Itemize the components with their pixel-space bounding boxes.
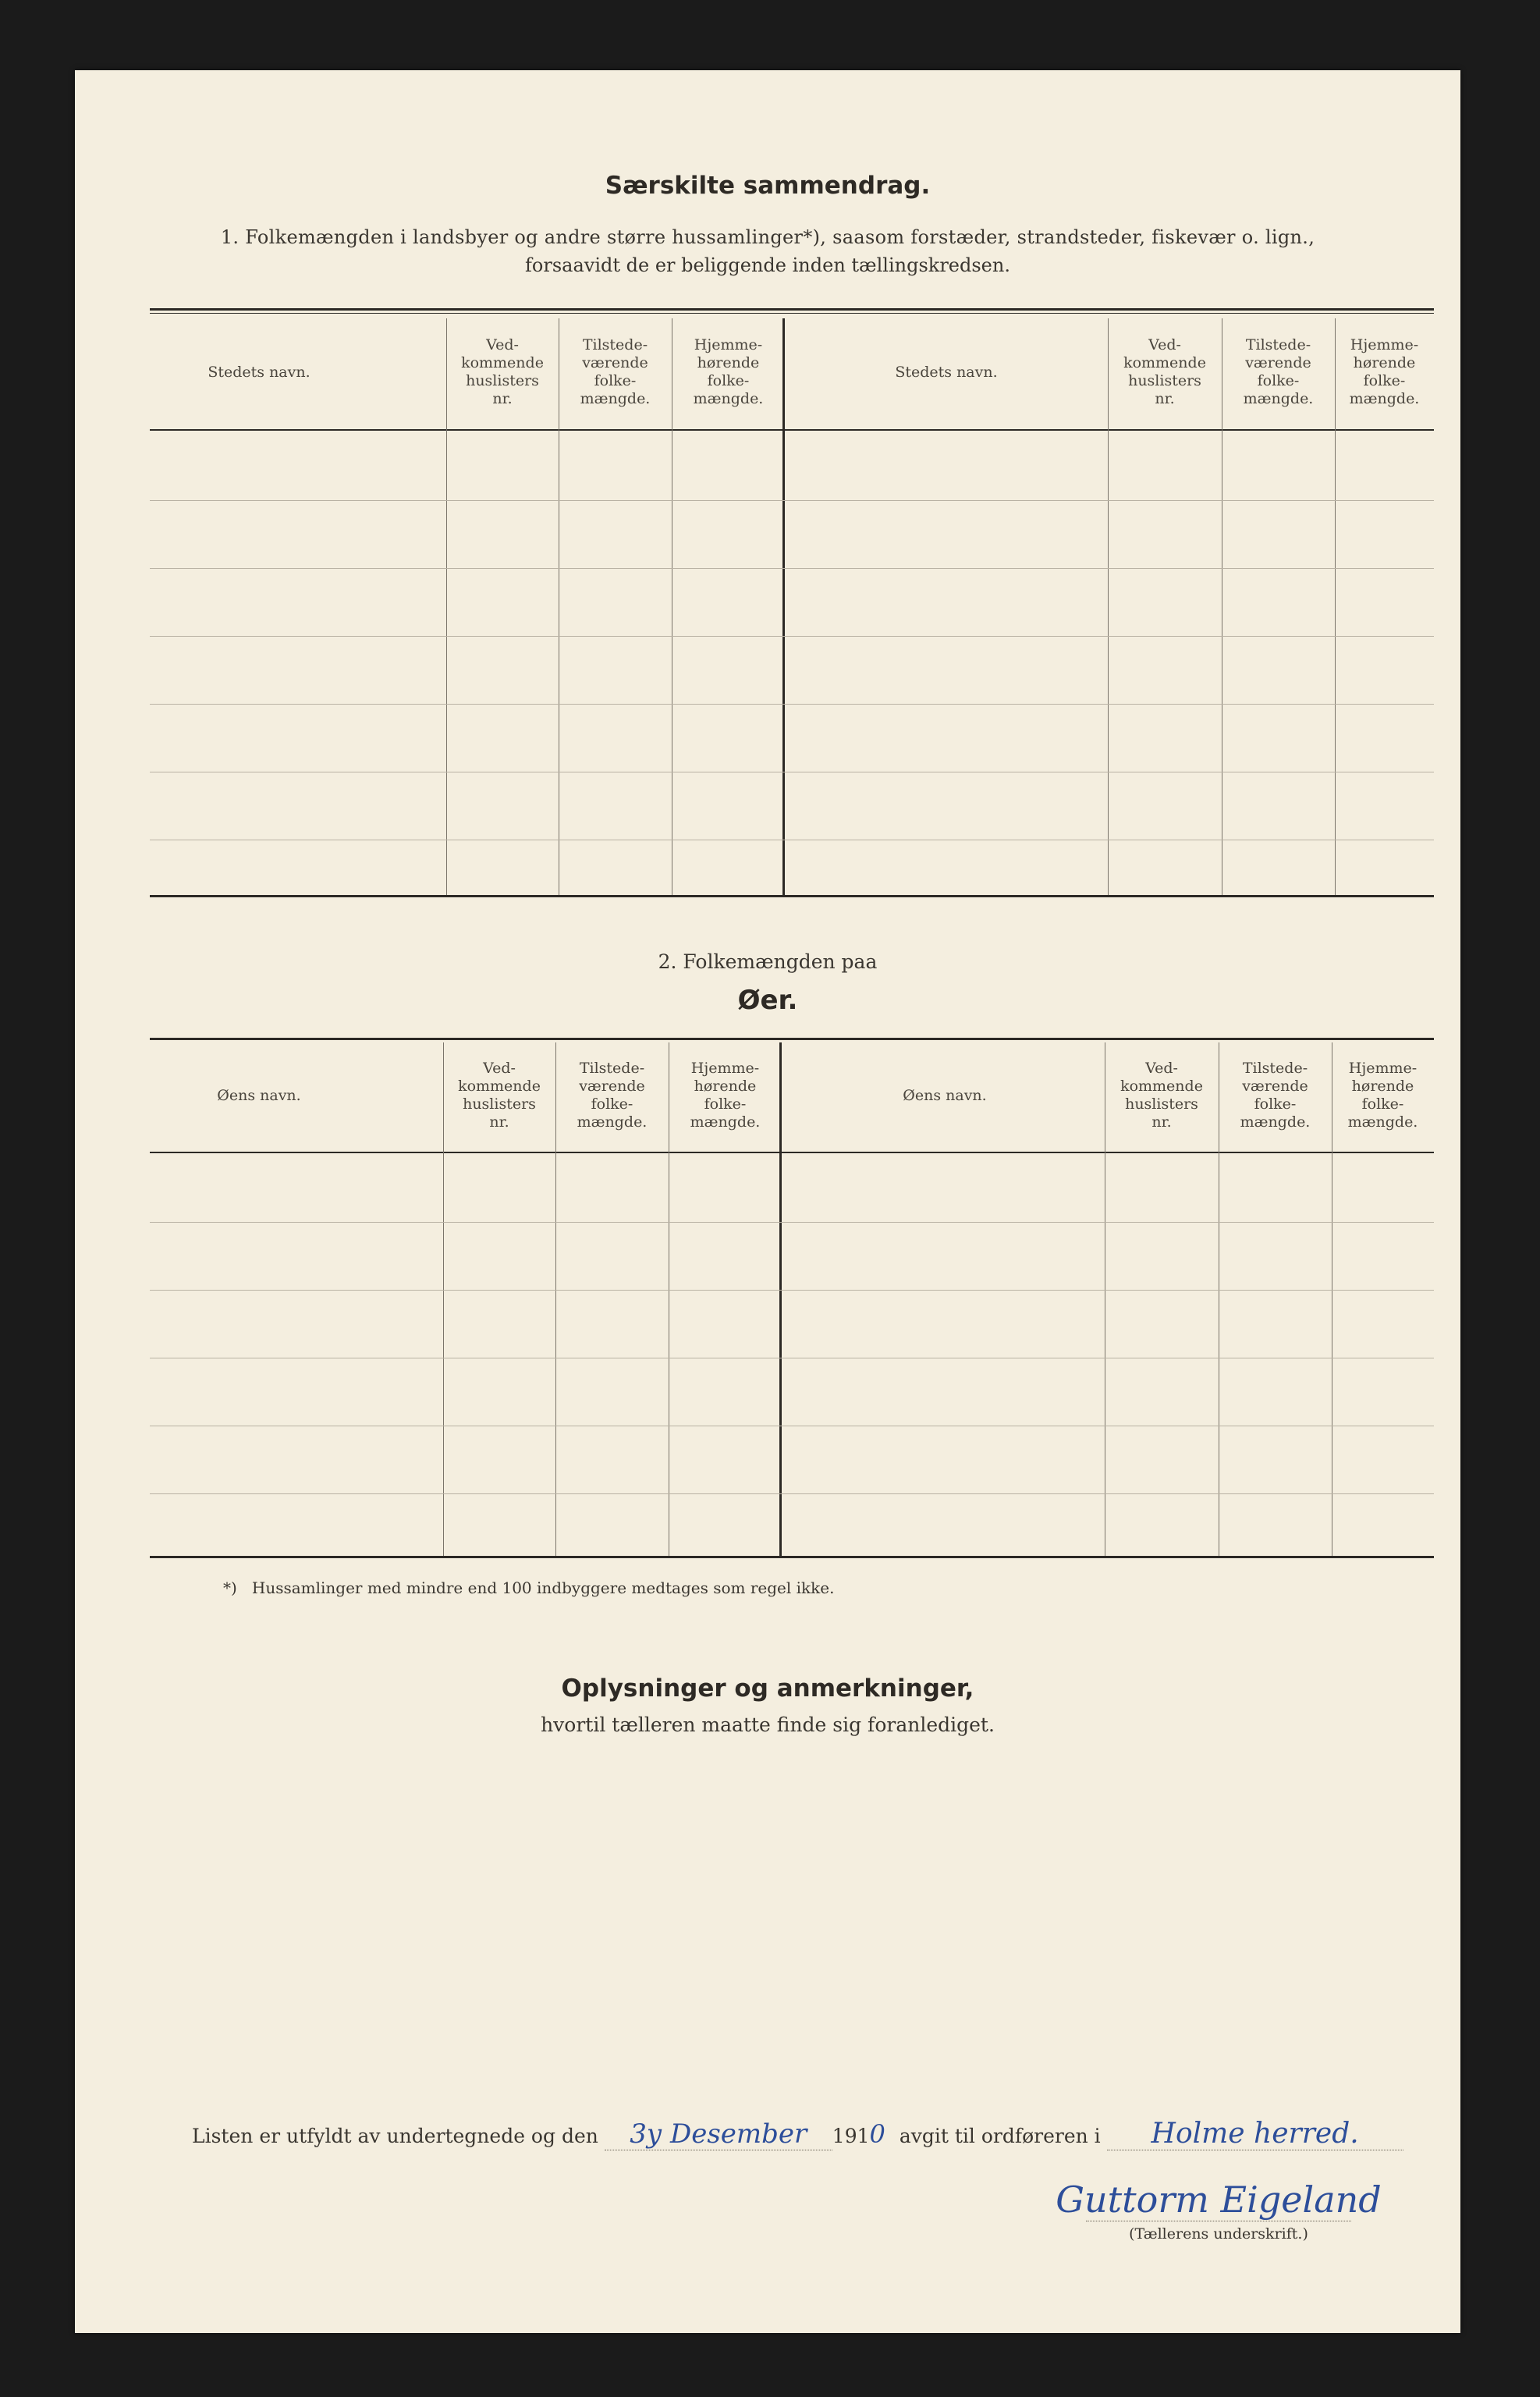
table2-col-resident-right: Hjemme- hørende folke- mængde. [1347, 1060, 1418, 1131]
section2-intro: 2. Folkemængden paa [658, 950, 878, 973]
remarks-title: Oplysninger og anmerkninger, [561, 1674, 974, 1703]
enumerator-signature: Guttorm Eigeland [1056, 2179, 1382, 2221]
handwritten-year-digit: 0 [869, 2119, 885, 2149]
table1-top-rule [150, 308, 1434, 311]
page-heading: Særskilte sammendrag. [605, 172, 931, 200]
handwritten-date: 3y Desember [605, 2118, 832, 2150]
completion-prefix: Listen er utfyldt av undertegnede og den [192, 2125, 598, 2147]
table1-row-line [150, 704, 1434, 705]
table1-row-line [150, 636, 1434, 637]
table2-col-listnr-right: Ved- kommende huslisters nr. [1120, 1060, 1203, 1131]
table1-top-rule-thin [150, 313, 1434, 314]
section1-intro-line1: 1. Folkemængden i landsbyer og andre større hussamlinger*), saasom forstæder, strandsteder, fiskevær o. lign., [220, 226, 1315, 248]
table1-center-divider [782, 318, 785, 895]
table1-divider [446, 318, 447, 895]
table1-bottom-rule [150, 895, 1434, 897]
table1-row-line [150, 500, 1434, 501]
table2-top-rule [150, 1038, 1434, 1040]
table1-col-resident-left: Hjemme- hørende folke- mængde. [693, 336, 764, 407]
table2-divider [555, 1042, 556, 1556]
table2-col-present-right: Tilstede- værende folke- mængde. [1240, 1060, 1311, 1131]
table2-divider [443, 1042, 444, 1556]
completion-statement [192, 2118, 1403, 2150]
table2-row-line [150, 1493, 1434, 1494]
table1-header-rule [150, 429, 1434, 431]
table1-col-place-right: Stedets navn. [895, 363, 998, 381]
table2-col-resident-left: Hjemme- hørende folke- mængde. [690, 1060, 761, 1131]
remarks-subtitle: hvortil tælleren maatte finde sig foranlediget. [541, 1713, 995, 1736]
handwritten-municipality: Holme herred. [1107, 2118, 1403, 2150]
signature-dotted-line [1086, 2189, 1351, 2221]
table1-col-resident-right: Hjemme- hørende folke- mængde. [1349, 336, 1420, 407]
census-form-page [75, 70, 1460, 2333]
table2-bottom-rule [150, 1556, 1434, 1558]
signature-caption: (Tællerens underskrift.) [1129, 2225, 1308, 2243]
table1-col-place-left: Stedets navn. [208, 363, 310, 381]
table2-row-line [150, 1222, 1434, 1223]
table1-divider [1335, 318, 1336, 895]
table2-center-divider [779, 1042, 782, 1556]
table1-col-present-right: Tilstede- værende folke- mængde. [1243, 336, 1314, 407]
table1-col-listnr-right: Ved- kommende huslisters nr. [1123, 336, 1206, 407]
table2-row-line [150, 1290, 1434, 1291]
table2-col-island-right: Øens navn. [903, 1086, 987, 1104]
table2-col-listnr-left: Ved- kommende huslisters nr. [458, 1060, 541, 1131]
table2-header-rule [150, 1152, 1434, 1153]
table2-col-present-left: Tilstede- værende folke- mængde. [577, 1060, 648, 1131]
table2-col-island-left: Øens navn. [217, 1086, 301, 1104]
footnote: *) Hussamlinger med mindre end 100 indbyggere medtages som regel ikke. [223, 1578, 835, 1597]
table1-row-line [150, 568, 1434, 569]
section1-intro-line2: forsaavidt de er beliggende inden tællingskredsen. [525, 254, 1010, 276]
table1-col-listnr-left: Ved- kommende huslisters nr. [461, 336, 544, 407]
completion-middle: avgit til ordføreren i [899, 2125, 1101, 2147]
year-prefix: 191 [832, 2125, 870, 2147]
table1-divider [1108, 318, 1109, 895]
table1-col-present-left: Tilstede- værende folke- mængde. [580, 336, 651, 407]
section2-title: Øer. [737, 985, 798, 1016]
